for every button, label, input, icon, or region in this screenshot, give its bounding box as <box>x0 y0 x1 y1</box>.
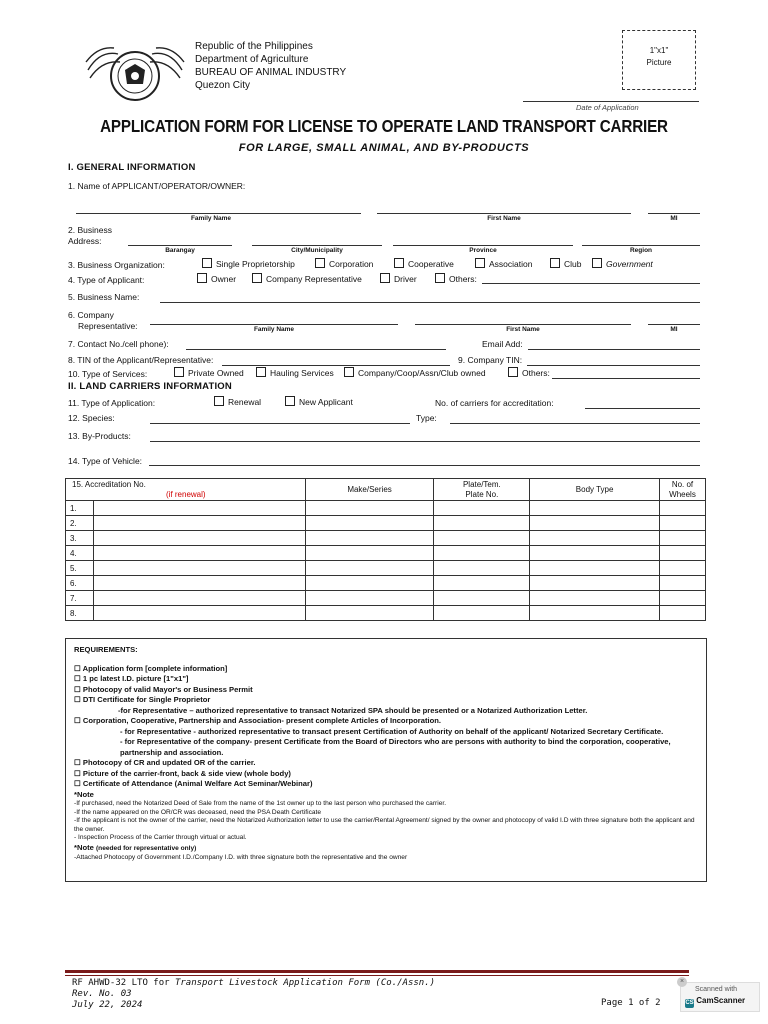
table-row <box>66 606 706 621</box>
cap-first-name: First Name <box>487 215 521 222</box>
agency-header <box>195 40 346 92</box>
table-cell[interactable] <box>434 516 530 531</box>
type-field[interactable] <box>450 423 700 424</box>
picture-size: 1"x1" <box>649 46 669 55</box>
applicant-owner[interactable] <box>197 273 236 284</box>
table-cell[interactable] <box>659 576 705 591</box>
checkbox[interactable] <box>256 367 266 377</box>
table-cell[interactable] <box>434 591 530 606</box>
applicant-driver-label: Driver <box>394 274 417 284</box>
checkbox[interactable] <box>174 367 184 377</box>
org-government-label: Government <box>606 259 653 269</box>
checkbox[interactable] <box>285 396 295 406</box>
checkbox[interactable] <box>202 258 212 268</box>
q6-line1: 6. Company <box>68 310 114 320</box>
q13-label: 13. By-Products: <box>68 431 131 441</box>
checkbox[interactable] <box>197 273 207 283</box>
note-line: - Inspection Process of the Carrier through virtual or actual. <box>74 834 247 842</box>
email-field[interactable] <box>528 349 700 350</box>
byproducts-field[interactable] <box>150 441 700 442</box>
header-plate-line1: Plate/Tem. <box>462 479 501 489</box>
table-cell[interactable] <box>530 561 660 576</box>
app-renewal[interactable] <box>214 396 261 407</box>
barangay-field[interactable] <box>128 245 232 246</box>
applicant-owner-label: Owner <box>211 274 237 284</box>
tin-field[interactable] <box>222 365 450 366</box>
first-name-field[interactable] <box>377 213 631 214</box>
service-hauling-label: Hauling Services <box>270 368 334 378</box>
table-cell[interactable] <box>305 516 434 531</box>
table-row <box>66 591 706 606</box>
org-corporation-label: Corporation <box>329 259 374 269</box>
note-line: -If purchased, need the Notarized Deed of Sale from the name of the 1st owner up to the last person who purchased the carrier. <box>74 800 447 807</box>
cap-region: Region <box>629 247 653 254</box>
row-number: 5. <box>66 561 94 576</box>
header-line3: BUREAU OF ANIMAL INDUSTRY <box>195 67 347 78</box>
header-wheels <box>659 479 705 501</box>
header-make: Make/Series <box>305 479 434 501</box>
cap-rep-mi: MI <box>670 326 678 333</box>
req-item[interactable]: ☐ 1 pc latest I.D. picture [1"x1"] <box>74 674 189 683</box>
requirements-box <box>65 638 707 882</box>
q12-label: 12. Species: <box>68 413 115 423</box>
table-cell[interactable] <box>305 531 434 546</box>
cap-barangay: Barangay <box>165 247 195 254</box>
bai-logo <box>80 40 190 106</box>
service-others[interactable] <box>508 367 550 378</box>
table-cell[interactable] <box>434 576 530 591</box>
header-wheels-line2: Wheels <box>669 489 696 499</box>
table-cell[interactable] <box>659 516 705 531</box>
table-cell[interactable] <box>659 591 705 606</box>
checkbox[interactable] <box>435 273 445 283</box>
checkbox[interactable] <box>344 367 354 377</box>
app-new-label: New Applicant <box>299 397 353 407</box>
q6-line2: Representative: <box>78 321 138 331</box>
table-cell[interactable] <box>93 591 305 606</box>
service-hauling[interactable] <box>256 367 334 378</box>
row-number: 6. <box>66 576 94 591</box>
header-wheels-line1: No. of <box>671 479 694 489</box>
city-field[interactable] <box>252 245 382 246</box>
family-name-field[interactable] <box>76 213 361 214</box>
camscanner-icon: CS <box>685 1000 694 1006</box>
camscanner-badge <box>679 978 760 1012</box>
table-cell[interactable] <box>305 561 434 576</box>
header-accreditation <box>66 479 306 501</box>
note2-paren: (needed for representative only) <box>95 844 197 852</box>
species-field[interactable] <box>150 423 410 424</box>
carrier-table <box>65 478 706 621</box>
header-accreditation-note: (if renewal) <box>166 490 206 499</box>
table-cell[interactable] <box>659 606 705 621</box>
q9-label: 9. Company TIN: <box>458 355 523 365</box>
q1-label: 1. Name of APPLICANT/OPERATOR/OWNER: <box>68 181 246 191</box>
q2-line1: 2. Business <box>68 225 112 235</box>
req-corp-rep1: - for Representative - authorized representative to transact present Certification of Authority on behalf of the applicant/ Notarized Secretary Certificate. <box>120 726 664 736</box>
service-others-label: Others: <box>522 368 550 378</box>
q6-label <box>68 310 138 332</box>
scanned-label: Scanned with <box>695 986 738 993</box>
req-dti-rep: -for Representative – authorized representative to transact Notarized SPA should be presented or a Notarized Authorization Letter. <box>118 705 588 715</box>
table-cell[interactable] <box>434 546 530 561</box>
table-row <box>66 531 706 546</box>
service-private[interactable] <box>174 367 244 378</box>
applicant-company-rep-label: Company Representative <box>266 274 362 284</box>
table-cell[interactable] <box>93 606 305 621</box>
footer-code-italic: Transport Livestock Application Form (Co./Assn.) <box>174 978 436 988</box>
cap-province: Province <box>469 247 497 254</box>
table-cell[interactable] <box>305 576 434 591</box>
form-title: APPLICATION FORM FOR LICENSE TO OPERATE LAND TRANSPORT CARRIER <box>100 116 668 136</box>
q8-label: 8. TIN of the Applicant/Representative: <box>68 355 214 365</box>
checkbox[interactable] <box>214 396 224 406</box>
carriers-field[interactable] <box>585 408 700 409</box>
table-cell[interactable] <box>659 546 705 561</box>
footer-code-line <box>72 978 435 989</box>
footer-rule-thin <box>65 975 689 976</box>
requirements-heading: REQUIREMENTS: <box>74 645 138 654</box>
carriers-label: No. of carriers for accreditation: <box>435 398 554 408</box>
q14-label: 14. Type of Vehicle: <box>68 456 143 466</box>
app-renewal-label: Renewal <box>228 397 262 407</box>
header-plate <box>434 479 530 501</box>
table-cell[interactable] <box>93 546 305 561</box>
q10-label: 10. Type of Services: <box>68 369 148 379</box>
cap-rep-family: Family Name <box>253 326 295 333</box>
cap-city: City/Municipality <box>291 247 343 254</box>
q3-label: 3. Business Organization: <box>68 260 165 270</box>
applicant-others[interactable] <box>435 273 477 284</box>
applicant-company-rep[interactable] <box>252 273 362 284</box>
checkbox[interactable] <box>592 258 602 268</box>
org-association[interactable] <box>475 258 532 269</box>
note2-line: -Attached Photocopy of Government I.D./Company I.D. with three signature both the representative and the owner <box>74 854 408 862</box>
table-cell[interactable] <box>93 531 305 546</box>
table-cell[interactable] <box>434 561 530 576</box>
checkbox[interactable] <box>380 273 390 283</box>
date-line[interactable] <box>523 101 699 102</box>
footer-date: July 22, 2024 <box>72 1000 143 1010</box>
cap-family-name: Family Name <box>190 215 232 222</box>
picture-label: Picture <box>646 58 672 67</box>
service-company[interactable] <box>344 367 486 378</box>
req-item[interactable]: ☐ Photocopy of valid Mayor's or Business Permit <box>74 684 253 694</box>
camscanner-line <box>685 996 745 1008</box>
applicant-driver[interactable] <box>380 273 417 284</box>
table-cell[interactable] <box>93 561 305 576</box>
q5-label: 5. Business Name: <box>68 292 140 302</box>
app-new[interactable] <box>285 396 353 407</box>
table-cell[interactable] <box>530 546 660 561</box>
table-cell[interactable] <box>93 576 305 591</box>
row-number: 3. <box>66 531 94 546</box>
camscanner-label: CamScanner <box>696 996 746 1005</box>
table-cell[interactable] <box>434 606 530 621</box>
req-item[interactable]: ☐ Corporation, Cooperative, Partnership and Association- present complete Articles of Incorporation. <box>74 716 442 725</box>
q2-line2: Address: <box>68 236 102 246</box>
req-item[interactable]: ☐ Certificate of Attendance (Animal Welfare Act Seminar/Webinar) <box>74 779 313 788</box>
table-row <box>66 576 706 591</box>
row-number: 2. <box>66 516 94 531</box>
date-label: Date of Application <box>576 103 639 112</box>
contact-field[interactable] <box>186 349 446 350</box>
row-number: 8. <box>66 606 94 621</box>
table-row <box>66 561 706 576</box>
req-item[interactable]: ☐ Photocopy of CR and updated OR of the carrier. <box>74 758 256 767</box>
row-number: 4. <box>66 546 94 561</box>
org-single-label: Single Proprietorship <box>216 259 295 269</box>
region-field[interactable] <box>582 245 700 246</box>
service-private-label: Private Owned <box>188 368 244 378</box>
q7-label: 7. Contact No./cell phone): <box>68 339 169 349</box>
header-plate-line2: Plate No. <box>465 489 499 499</box>
table-cell[interactable] <box>434 531 530 546</box>
row-number: 1. <box>66 501 94 516</box>
table-cell[interactable] <box>530 516 660 531</box>
cap-mi: MI <box>670 215 678 222</box>
footer-rev: Rev. No. 03 <box>72 989 132 999</box>
footer-page: Page 1 of 2 <box>601 998 661 1008</box>
table-cell[interactable] <box>530 591 660 606</box>
picture-box[interactable] <box>622 30 696 90</box>
note2-label: *Note <box>74 842 94 852</box>
service-others-field[interactable] <box>552 378 700 379</box>
mi-field[interactable] <box>648 213 700 214</box>
footer-text <box>72 978 435 1011</box>
org-association-label: Association <box>489 259 533 269</box>
row-number: 7. <box>66 591 94 606</box>
cap-rep-first: First Name <box>506 326 540 333</box>
table-cell[interactable] <box>530 576 660 591</box>
checkbox[interactable] <box>475 258 485 268</box>
req-item[interactable]: ☐ Application form [complete information] <box>74 663 228 673</box>
requirements-content <box>74 645 698 863</box>
header-line2: Department of Agriculture <box>195 54 309 65</box>
header-line1: Republic of the Philippines <box>195 41 313 52</box>
note-line: -If the applicant is not the owner of the carrier, need the Notarized Authorization letter to use the carrier/Rental Agreement/ signed by the owner and photocopy of valid I.D with three signature both the applicant and the owner. <box>74 817 695 833</box>
table-row <box>66 501 706 516</box>
header-body: Body Type <box>530 479 660 501</box>
table-row <box>66 516 706 531</box>
checkbox[interactable] <box>315 258 325 268</box>
header-line4: Quezon City <box>195 80 251 91</box>
req-corp-rep2: - for Representative of the company- present Certificate from the Board of Directors who are persons with authority to bind the corporation, cooperative, partnership and association. <box>120 737 671 757</box>
table-row <box>66 546 706 561</box>
section2-heading: II. LAND CARRIERS INFORMATION <box>68 381 232 392</box>
org-single[interactable] <box>202 258 295 269</box>
org-government[interactable] <box>592 258 653 269</box>
req-item[interactable]: ☐ DTI Certificate for Single Proprietor <box>74 695 211 704</box>
table-cell[interactable] <box>305 501 434 516</box>
vehicle-field[interactable] <box>149 465 700 466</box>
table-cell[interactable] <box>530 606 660 621</box>
q11-label: 11. Type of Application: <box>68 398 156 408</box>
rep-mi-field[interactable] <box>648 324 700 325</box>
org-club-label: Club <box>564 259 582 269</box>
table-cell[interactable] <box>659 501 705 516</box>
q4-label: 4. Type of Applicant: <box>68 275 145 285</box>
footer-code: RF AHWD-32 LTO for <box>72 978 175 988</box>
footer-rule <box>65 970 689 973</box>
checkbox[interactable] <box>252 273 262 283</box>
table-cell[interactable] <box>305 606 434 621</box>
close-icon[interactable]: × <box>677 977 687 987</box>
table-cell[interactable] <box>93 516 305 531</box>
req-item[interactable]: ☐ Picture of the carrier-front, back & side view (whole body) <box>74 768 291 778</box>
note-line: -If the name appeared on the OR/CR was deceased, need the PSA Death Certificate <box>74 808 322 816</box>
checkbox[interactable] <box>550 258 560 268</box>
q2-label <box>68 225 112 247</box>
org-cooperative[interactable] <box>394 258 454 269</box>
rep-first-field[interactable] <box>415 324 631 325</box>
section1-heading: I. GENERAL INFORMATION <box>68 162 196 173</box>
table-cell[interactable] <box>530 501 660 516</box>
table-cell[interactable] <box>305 546 434 561</box>
table-cell[interactable] <box>93 501 305 516</box>
table-cell[interactable] <box>530 531 660 546</box>
service-company-label: Company/Coop/Assn/Club owned <box>358 368 486 378</box>
org-corporation[interactable] <box>315 258 373 269</box>
rep-family-field[interactable] <box>150 324 398 325</box>
form-subtitle: FOR LARGE, SMALL ANIMAL, AND BY-PRODUCTS <box>238 142 530 154</box>
org-cooperative-label: Cooperative <box>408 259 454 269</box>
table-cell[interactable] <box>305 591 434 606</box>
email-label: Email Add: <box>482 339 523 349</box>
note-label: *Note <box>74 789 94 799</box>
table-cell[interactable] <box>659 531 705 546</box>
note2-label-line <box>74 843 698 855</box>
header-accreditation-label: 15. Accreditation No. <box>72 480 146 489</box>
org-club[interactable] <box>550 258 581 269</box>
applicant-others-label: Others: <box>449 274 477 284</box>
checkbox[interactable] <box>508 367 518 377</box>
applicant-others-field[interactable] <box>482 283 700 284</box>
type-label: Type: <box>416 413 437 423</box>
checkbox[interactable] <box>394 258 404 268</box>
company-tin-field[interactable] <box>527 365 700 366</box>
table-cell[interactable] <box>434 501 530 516</box>
province-field[interactable] <box>393 245 573 246</box>
business-name-field[interactable] <box>160 302 700 303</box>
table-cell[interactable] <box>659 561 705 576</box>
